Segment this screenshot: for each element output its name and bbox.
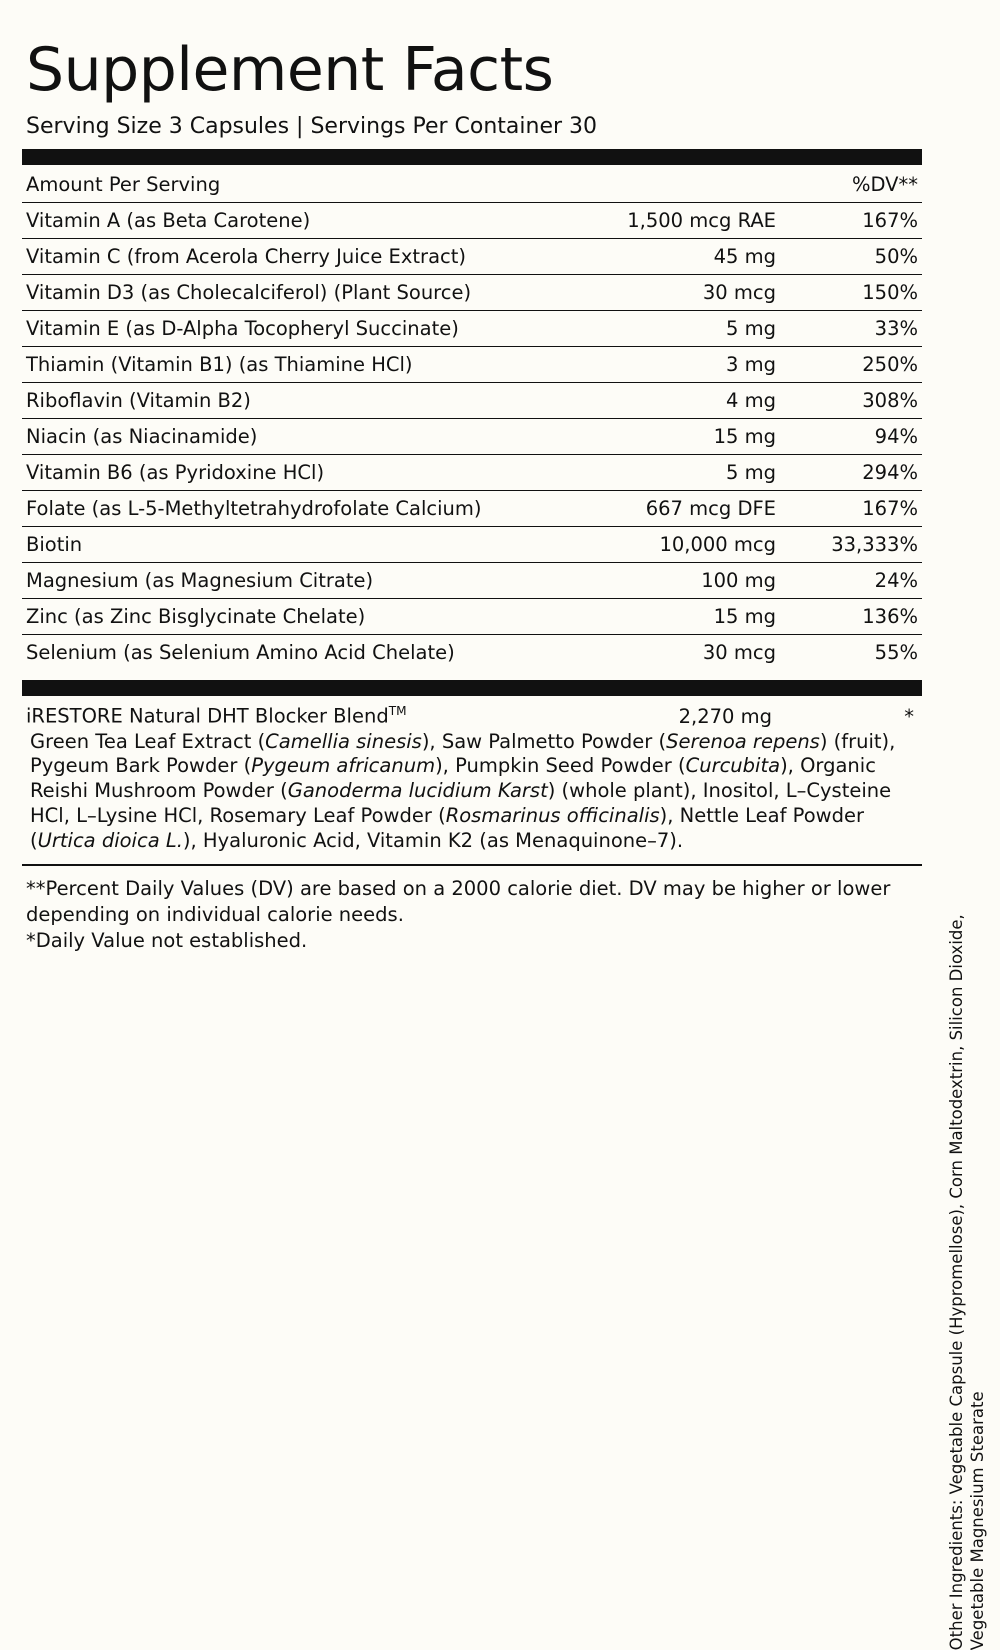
other-ingredients-line-2: Vegetable Magnesium Stearate xyxy=(967,1391,987,1650)
nutrient-name: Selenium (as Selenium Amino Acid Chelate) xyxy=(26,641,455,664)
ingredient-text: ) (fruit), Pygeum Bark Powder ( xyxy=(30,729,896,778)
column-header-dv: %DV** xyxy=(802,165,922,203)
nutrient-name: Zinc (as Zinc Bisglycinate Chelate) xyxy=(22,599,587,635)
serving-info: Serving Size 3 Capsules | Servings Per Container 30 xyxy=(26,114,598,139)
nutrient-dv: 50% xyxy=(802,239,922,275)
nutrient-amount: 15 mg xyxy=(587,419,802,455)
nutrient-amount: 30 mcg xyxy=(702,641,776,664)
nutrient-name: Biotin xyxy=(22,527,587,563)
nutrition-table xyxy=(22,165,922,670)
blend-dv: * xyxy=(904,704,914,728)
ingredient-text: ) (whole plant), Inositol, L–Cysteine HCl, L–Lysine HCl, Rosemary Leaf Powder ( xyxy=(30,779,892,828)
nutrient-amount: 5 mg xyxy=(587,455,802,491)
nutrient-dv: 94% xyxy=(802,419,922,455)
nutrient-amount: 10,000 mcg xyxy=(587,527,802,563)
nutrient-name: Folate (as L-5-Methyltetrahydrofolate Calcium) xyxy=(22,491,587,527)
column-header-amount: Amount Per Serving xyxy=(22,165,587,203)
nutrient-name: Vitamin A (as Beta Carotene) xyxy=(22,203,587,239)
nutrient-dv: 167% xyxy=(802,203,922,239)
divider-thick-middle xyxy=(22,680,922,696)
nutrient-dv: 294% xyxy=(802,455,922,491)
footnotes xyxy=(22,866,922,953)
ingredient-text: ), Saw Palmetto Powder ( xyxy=(421,729,667,753)
other-ingredients-line-1: Other Ingredients: Vegetable Capsule (Hypromellose), Corn Maltodextrin, Silicon Dioxide, xyxy=(946,914,966,1650)
nutrient-dv: 24% xyxy=(802,563,922,599)
divider-thick-top xyxy=(22,149,922,165)
table-row xyxy=(22,347,922,383)
blend-ingredients-list xyxy=(26,728,918,855)
footnote-star: *Daily Value not established. xyxy=(26,928,308,952)
ingredient-text: ), Hyaluronic Acid, Vitamin K2 (as Menaquinone–7). xyxy=(182,829,684,853)
table-row xyxy=(22,275,922,311)
nutrient-amount: 100 mg xyxy=(587,563,802,599)
nutrient-amount: 3 mg xyxy=(587,347,802,383)
other-ingredients-sidebar xyxy=(938,0,998,1650)
ingredient-species-name: Urtica dioica L. xyxy=(37,829,183,853)
nutrient-amount: 15 mg xyxy=(587,599,802,635)
nutrient-name: Niacin (as Niacinamide) xyxy=(22,419,587,455)
table-row xyxy=(22,203,922,239)
table-row xyxy=(22,419,922,455)
ingredient-species-name: Rosmarinus officinalis xyxy=(445,804,660,828)
trademark-mark: TM xyxy=(388,704,407,718)
blend-name-text: iRESTORE Natural DHT Blocker Blend xyxy=(26,704,389,728)
blend-header-row xyxy=(26,704,918,728)
nutrient-name: Vitamin E (as D-Alpha Tocopheryl Succinate) xyxy=(22,311,587,347)
nutrient-dv: 150% xyxy=(802,275,922,311)
column-header-spacer xyxy=(587,165,802,203)
ingredient-species-name: Pygeum africanum xyxy=(251,754,436,778)
ingredient-text: ), Organic Reishi Mushroom Powder ( xyxy=(30,754,876,803)
nutrient-dv: 167% xyxy=(802,491,922,527)
blend-section xyxy=(22,696,922,854)
blend-name xyxy=(26,704,588,728)
nutrient-name: Vitamin C (from Acerola Cherry Juice Extract) xyxy=(22,239,587,275)
blend-amount: 2,270 mg xyxy=(678,704,772,728)
ingredient-species-name: Curcubita xyxy=(685,754,781,778)
table-row xyxy=(22,311,922,347)
page-title: Supplement Facts xyxy=(26,35,554,105)
table-row xyxy=(22,527,922,563)
nutrient-name: Thiamin (Vitamin B1) (as Thiamine HCl) xyxy=(22,347,587,383)
nutrition-table-body xyxy=(22,165,922,670)
footnote-dv: **Percent Daily Values (DV) are based on a 2000 calorie diet. DV may be higher or lower depending on individual calorie needs. xyxy=(26,877,891,926)
nutrient-name: Vitamin B6 (as Pyridoxine HCl) xyxy=(22,455,587,491)
nutrient-dv: 33,333% xyxy=(802,527,922,563)
ingredient-species-name: Camellia sinesis xyxy=(265,729,422,753)
table-row xyxy=(22,563,922,599)
table-row xyxy=(22,383,922,419)
nutrient-name: Vitamin D3 (as Cholecalciferol) (Plant Source) xyxy=(22,275,587,311)
supplement-facts-panel xyxy=(22,18,922,982)
nutrient-name: Riboflavin (Vitamin B2) xyxy=(22,383,587,419)
ingredient-text: Green Tea Leaf Extract ( xyxy=(30,729,266,753)
nutrient-amount: 4 mg xyxy=(587,383,802,419)
nutrient-amount: 45 mg xyxy=(587,239,802,275)
table-header-row xyxy=(22,165,922,203)
nutrient-name: Magnesium (as Magnesium Citrate) xyxy=(22,563,587,599)
table-row xyxy=(22,455,922,491)
ingredient-species-name: Ganoderma lucidium Karst xyxy=(287,779,548,803)
nutrient-dv: 250% xyxy=(802,347,922,383)
nutrient-amount: 30 mcg xyxy=(587,275,802,311)
nutrient-amount: 5 mg xyxy=(587,311,802,347)
ingredient-text: ), Pumpkin Seed Powder ( xyxy=(435,754,686,778)
table-row xyxy=(22,491,922,527)
ingredient-species-name: Serenoa repens xyxy=(666,729,820,753)
nutrient-dv: 33% xyxy=(802,311,922,347)
ingredient-text: ), Nettle Leaf Powder ( xyxy=(30,804,865,853)
table-row xyxy=(22,635,922,671)
table-row xyxy=(22,599,922,635)
nutrient-dv: 136% xyxy=(802,599,922,635)
nutrient-amount: 667 mcg DFE xyxy=(587,491,802,527)
spacer xyxy=(22,854,922,864)
nutrient-amount: 1,500 mcg RAE xyxy=(587,203,802,239)
nutrient-dv: 55% xyxy=(874,641,918,664)
table-row xyxy=(22,239,922,275)
other-ingredients-text xyxy=(946,914,988,1650)
nutrient-dv: 308% xyxy=(802,383,922,419)
